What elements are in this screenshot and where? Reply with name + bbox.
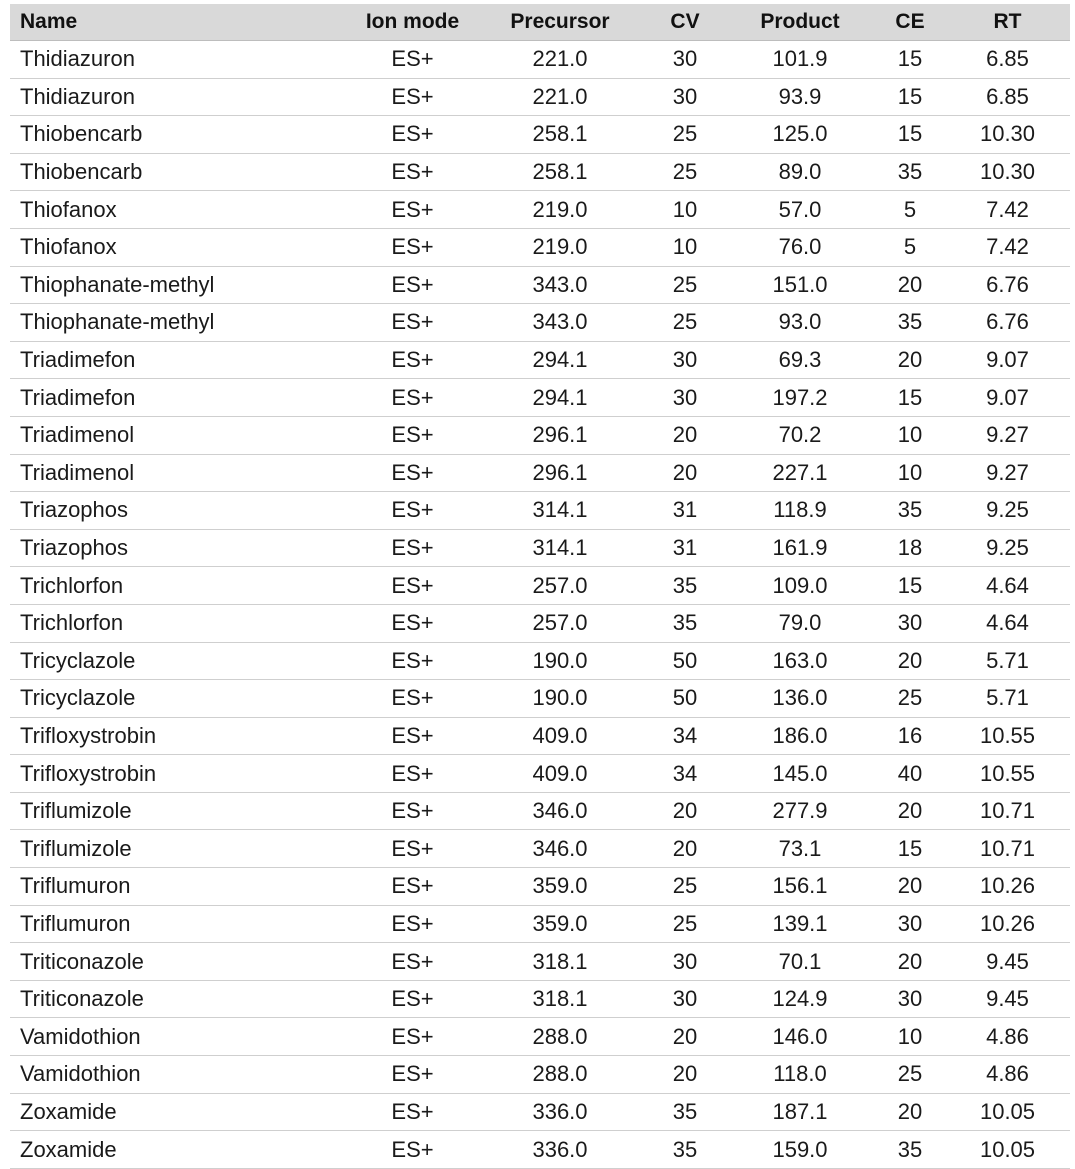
cell-cv: 20 [672,798,698,824]
cell-precursor: 314.1 [532,497,588,523]
cell-precursor: 318.1 [532,948,588,974]
cell-product: 139.1 [772,910,828,936]
cell-rt: 10.05 [979,1136,1036,1162]
table-row [10,604,1070,642]
cell-cv: 35 [672,610,698,636]
cell-cv: 50 [672,685,698,711]
cell-cv: 25 [672,121,698,147]
cell-precursor: 258.1 [532,159,588,185]
cell-name: Trifloxystrobin [20,760,157,786]
column-header-rt: RT [993,10,1022,33]
cell-precursor: 314.1 [532,535,588,561]
cell-name: Zoxamide [20,1098,117,1124]
column-header-precursor: Precursor [510,10,610,33]
cell-cv: 30 [672,347,698,373]
cell-rt: 4.86 [986,1023,1029,1049]
cell-product: 76.0 [778,234,822,260]
cell-name: Thiophanate-methyl [20,271,215,297]
cell-ce: 35 [897,497,923,523]
table-row [10,41,1070,79]
cell-name: Tricyclazole [20,685,136,711]
cell-cv: 25 [672,271,698,297]
cell-precursor: 258.1 [532,121,588,147]
cell-name: Trifloxystrobin [20,722,157,748]
cell-cv: 30 [672,83,698,109]
cell-rt: 4.86 [986,1061,1029,1087]
cell-cv: 30 [672,46,698,72]
cell-rt: 6.85 [986,83,1029,109]
cell-precursor: 288.0 [532,1061,588,1087]
cell-ion-mode: ES+ [391,159,434,185]
cell-name: Triazophos [20,535,129,561]
cell-rt: 4.64 [986,572,1029,598]
cell-ion-mode: ES+ [391,910,434,936]
cell-ce: 20 [897,873,923,899]
table-row [10,830,1070,868]
cell-ion-mode: ES+ [391,986,434,1012]
cell-rt: 7.42 [986,196,1029,222]
cell-ion-mode: ES+ [391,948,434,974]
cell-ce: 10 [897,459,923,485]
cell-product: 79.0 [778,610,822,636]
table-row [10,1131,1070,1169]
cell-ce: 35 [897,1136,923,1162]
table-row [10,341,1070,379]
cell-name: Thiofanox [20,196,117,222]
cell-ce: 25 [897,1061,923,1087]
cell-cv: 25 [672,910,698,936]
table-row [10,304,1070,342]
cell-name: Thiobencarb [20,121,143,147]
table-row [10,943,1070,981]
cell-cv: 20 [672,835,698,861]
cell-rt: 6.76 [986,271,1029,297]
cell-product: 156.1 [772,873,828,899]
cell-cv: 31 [672,497,698,523]
cell-product: 125.0 [772,121,828,147]
cell-ion-mode: ES+ [391,835,434,861]
cell-ce: 35 [897,309,923,335]
cell-ion-mode: ES+ [391,760,434,786]
cell-name: Triflumizole [20,798,132,824]
cell-cv: 31 [672,535,698,561]
cell-product: 145.0 [772,760,828,786]
cell-rt: 10.26 [979,873,1036,899]
compound-table [10,4,1070,1169]
cell-ce: 10 [897,422,923,448]
cell-cv: 30 [672,948,698,974]
cell-ce: 20 [897,271,923,297]
cell-ce: 5 [903,234,917,260]
table-row [10,228,1070,266]
cell-name: Thiobencarb [20,159,143,185]
cell-product: 227.1 [772,459,828,485]
cell-cv: 34 [672,760,698,786]
cell-name: Thiofanox [20,234,117,260]
cell-name: Trichlorfon [20,610,124,636]
cell-ion-mode: ES+ [391,610,434,636]
cell-product: 146.0 [772,1023,828,1049]
cell-ce: 18 [897,535,923,561]
cell-rt: 9.45 [986,948,1029,974]
cell-name: Trichlorfon [20,572,124,598]
cell-cv: 20 [672,1023,698,1049]
cell-precursor: 409.0 [532,722,588,748]
cell-rt: 4.64 [986,610,1029,636]
cell-name: Triadimenol [20,422,135,448]
cell-name: Thidiazuron [20,83,135,109]
table-row [10,116,1070,154]
cell-ce: 15 [897,83,923,109]
cell-ce: 20 [897,1098,923,1124]
cell-ce: 40 [897,760,923,786]
cell-rt: 6.76 [986,309,1029,335]
cell-cv: 25 [672,159,698,185]
cell-rt: 10.30 [979,121,1036,147]
cell-rt: 10.30 [979,159,1036,185]
cell-product: 197.2 [772,384,828,410]
cell-ion-mode: ES+ [391,459,434,485]
cell-product: 159.0 [772,1136,828,1162]
cell-name: Triflumuron [20,910,131,936]
cell-cv: 35 [672,1136,698,1162]
cell-ce: 30 [897,610,923,636]
cell-product: 136.0 [772,685,828,711]
table-row [10,266,1070,304]
cell-name: Triadimenol [20,459,135,485]
cell-ion-mode: ES+ [391,196,434,222]
cell-product: 118.0 [773,1061,827,1087]
cell-ion-mode: ES+ [391,685,434,711]
table-row [10,905,1070,943]
cell-ion-mode: ES+ [391,798,434,824]
cell-precursor: 257.0 [532,572,588,598]
cell-product: 89.0 [778,159,822,185]
cell-precursor: 221.0 [532,83,588,109]
cell-name: Vamidothion [20,1061,141,1087]
cell-name: Triazophos [20,497,129,523]
cell-precursor: 359.0 [532,910,588,936]
table-header [10,4,1070,41]
cell-ce: 30 [897,910,923,936]
cell-ce: 20 [897,798,923,824]
cell-name: Thiophanate-methyl [20,309,215,335]
cell-rt: 10.55 [979,760,1036,786]
cell-ce: 15 [897,46,923,72]
cell-product: 187.1 [772,1098,828,1124]
table-row [10,642,1070,680]
cell-precursor: 346.0 [532,835,588,861]
cell-ion-mode: ES+ [391,384,434,410]
table-row [10,680,1070,718]
cell-precursor: 318.1 [532,986,588,1012]
cell-ce: 20 [897,647,923,673]
cell-cv: 30 [672,384,698,410]
compound-table-container [10,4,1070,1169]
cell-product: 93.0 [778,309,822,335]
cell-name: Tricyclazole [20,647,136,673]
cell-product: 70.2 [778,422,822,448]
cell-rt: 10.26 [979,910,1036,936]
table-body [10,41,1070,1169]
cell-precursor: 294.1 [532,384,588,410]
cell-ce: 15 [897,384,923,410]
cell-product: 101.9 [772,46,828,72]
cell-cv: 20 [672,422,698,448]
cell-cv: 35 [672,572,698,598]
cell-rt: 9.25 [986,497,1029,523]
cell-ion-mode: ES+ [391,647,434,673]
cell-name: Triticonazole [20,948,144,974]
cell-ce: 20 [897,948,923,974]
cell-precursor: 296.1 [532,422,588,448]
table-row [10,454,1070,492]
cell-ce: 10 [897,1023,923,1049]
table-row [10,78,1070,116]
cell-cv: 20 [672,1061,698,1087]
cell-precursor: 346.0 [532,798,588,824]
cell-name: Triadimefon [20,347,136,373]
cell-rt: 5.71 [986,685,1029,711]
table-row [10,1093,1070,1131]
cell-product: 57.0 [778,196,822,222]
column-header-cv: CV [670,10,700,33]
cell-ion-mode: ES+ [391,1098,434,1124]
cell-product: 163.0 [772,647,828,673]
cell-ce: 15 [897,572,923,598]
cell-rt: 9.07 [986,347,1029,373]
cell-ion-mode: ES+ [391,1023,434,1049]
cell-name: Triflumizole [20,835,132,861]
column-header-ion-mode: Ion mode [365,10,460,33]
cell-name: Zoxamide [20,1136,117,1162]
cell-precursor: 219.0 [532,196,588,222]
cell-precursor: 190.0 [532,647,588,673]
cell-ion-mode: ES+ [391,271,434,297]
cell-precursor: 343.0 [532,271,588,297]
column-header-ce: CE [895,10,925,33]
cell-name: Thidiazuron [20,46,135,72]
cell-product: 73.1 [778,835,822,861]
cell-precursor: 294.1 [532,347,588,373]
cell-ion-mode: ES+ [391,572,434,598]
cell-ce: 15 [897,121,923,147]
cell-ion-mode: ES+ [391,46,434,72]
table-row [10,191,1070,229]
cell-ion-mode: ES+ [391,722,434,748]
cell-cv: 30 [672,986,698,1012]
column-header-name: Name [20,10,78,33]
cell-precursor: 343.0 [532,309,588,335]
cell-rt: 9.27 [986,459,1029,485]
cell-product: 277.9 [772,798,828,824]
cell-rt: 9.27 [986,422,1029,448]
table-row [10,492,1070,530]
cell-ion-mode: ES+ [391,234,434,260]
cell-precursor: 359.0 [532,873,588,899]
cell-cv: 25 [672,309,698,335]
cell-ion-mode: ES+ [391,1136,434,1162]
cell-rt: 10.55 [979,722,1036,748]
cell-rt: 9.45 [986,986,1029,1012]
cell-product: 70.1 [778,948,822,974]
cell-ion-mode: ES+ [391,347,434,373]
cell-rt: 6.85 [986,46,1029,72]
cell-ion-mode: ES+ [391,422,434,448]
cell-precursor: 288.0 [532,1023,588,1049]
cell-product: 69.3 [778,347,822,373]
cell-name: Triticonazole [20,986,144,1012]
table-row [10,792,1070,830]
table-row [10,1018,1070,1056]
cell-product: 124.9 [772,986,828,1012]
cell-cv: 35 [672,1098,698,1124]
cell-precursor: 336.0 [532,1098,588,1124]
cell-ion-mode: ES+ [391,309,434,335]
cell-rt: 5.71 [986,647,1029,673]
cell-ion-mode: ES+ [391,497,434,523]
cell-rt: 10.71 [979,835,1036,861]
cell-cv: 10 [672,196,698,222]
cell-name: Vamidothion [20,1023,141,1049]
cell-precursor: 221.0 [532,46,588,72]
cell-ion-mode: ES+ [391,1061,434,1087]
cell-product: 118.9 [773,497,827,523]
cell-ce: 35 [897,159,923,185]
cell-ion-mode: ES+ [391,121,434,147]
cell-cv: 34 [672,722,698,748]
cell-ce: 16 [897,722,923,748]
cell-ce: 25 [897,685,923,711]
table-row [10,416,1070,454]
table-row [10,567,1070,605]
cell-cv: 50 [672,647,698,673]
cell-product: 186.0 [772,722,828,748]
cell-rt: 9.25 [986,535,1029,561]
cell-precursor: 296.1 [532,459,588,485]
table-row [10,379,1070,417]
cell-rt: 10.05 [979,1098,1036,1124]
cell-rt: 10.71 [979,798,1036,824]
cell-precursor: 190.0 [532,685,588,711]
cell-precursor: 409.0 [532,760,588,786]
cell-product: 161.9 [772,535,828,561]
cell-ion-mode: ES+ [391,873,434,899]
table-row [10,717,1070,755]
cell-product: 109.0 [772,572,828,598]
cell-precursor: 336.0 [532,1136,588,1162]
header-row [10,4,1070,41]
cell-ce: 20 [897,347,923,373]
cell-ce: 5 [903,196,917,222]
table-row [10,868,1070,906]
cell-rt: 7.42 [986,234,1029,260]
column-header-product: Product [760,10,840,33]
table-row [10,980,1070,1018]
table-row [10,755,1070,793]
cell-ce: 15 [897,835,923,861]
cell-cv: 20 [672,459,698,485]
cell-ion-mode: ES+ [391,83,434,109]
table-row [10,529,1070,567]
cell-name: Triflumuron [20,873,131,899]
cell-precursor: 257.0 [532,610,588,636]
cell-name: Triadimefon [20,384,136,410]
cell-cv: 25 [672,873,698,899]
cell-rt: 9.07 [986,384,1029,410]
cell-product: 151.0 [772,271,828,297]
cell-cv: 10 [672,234,698,260]
cell-ce: 30 [897,986,923,1012]
table-row [10,153,1070,191]
cell-precursor: 219.0 [532,234,588,260]
cell-product: 93.9 [778,83,822,109]
cell-ion-mode: ES+ [391,535,434,561]
table-row [10,1056,1070,1094]
